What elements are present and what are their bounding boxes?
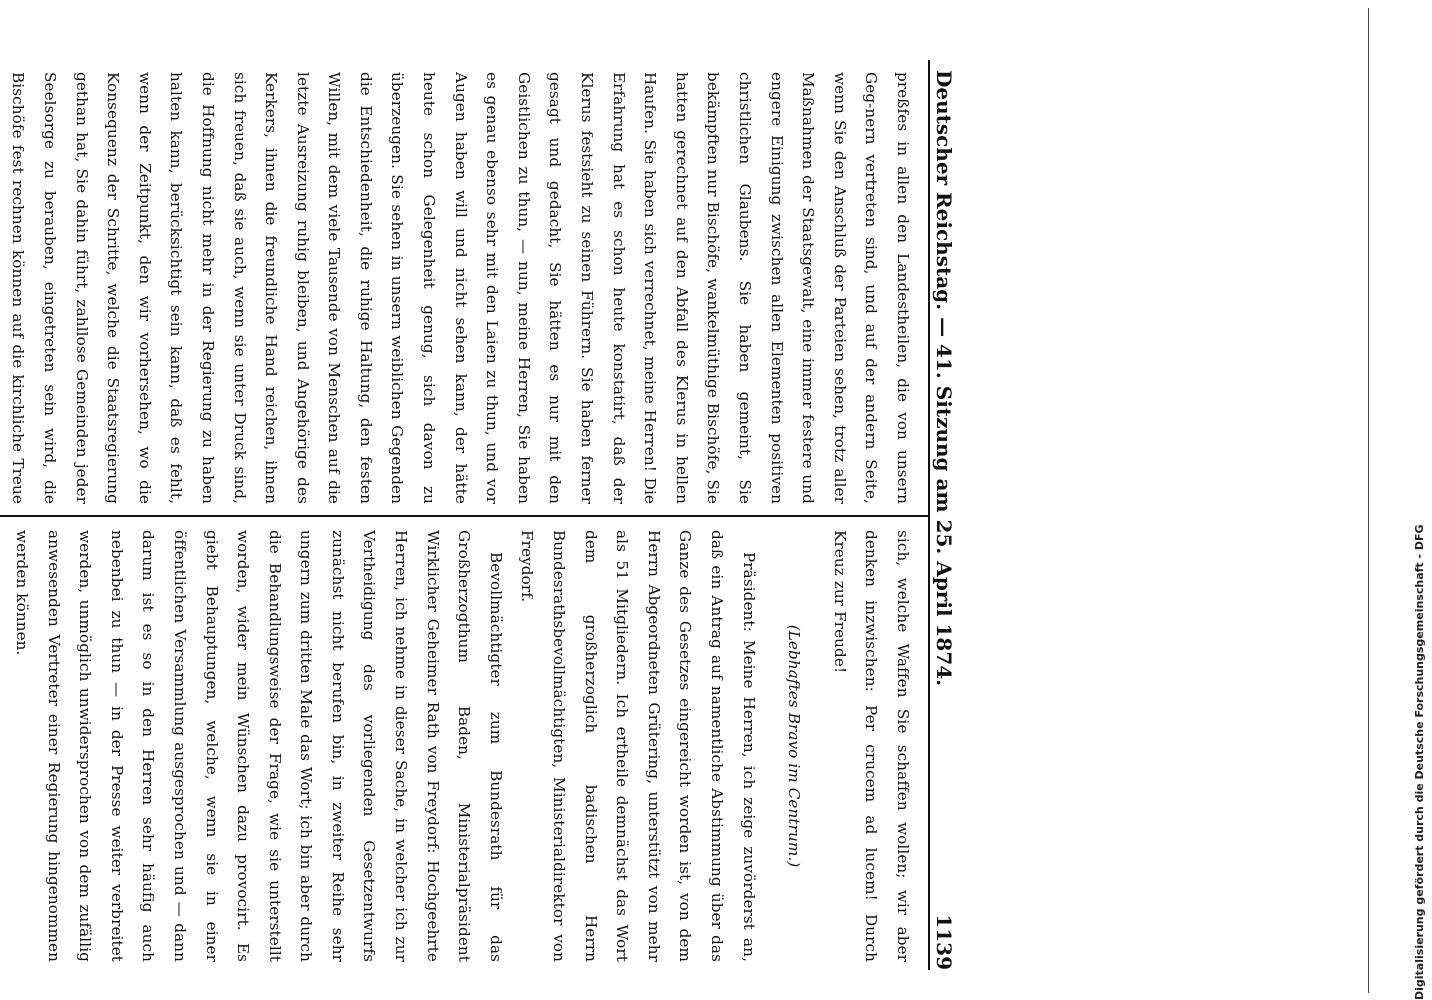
page-header	[932, 70, 972, 970]
left-column	[0, 72, 918, 504]
scan-edge	[1368, 8, 1369, 993]
paragraph: Bevollmächtigter zum Bundesrath für das Großherzogthum Baden, Ministerialpräsident Wirklicher Geheimer Rath von Freydorf: Hochgeehrte Herren, ich nehme in dieser Sache, in welcher ich zur Vertheidigung des vorliegenden Gesetzentwurfs zunächst nicht berufen bin, in zweiter Reihe sehr ungern zum dritten Male das Wort; ich bin aber durch die Behandlungsweise der Frage, wie sie unterstellt worden, wider mein Wünschen dazu provocirt. Es giebt Behauptungen, welche, wenn sie in einer öffentlichen Versammlung ausgesprochen und — dann darum ist es so in den Herren sehr häufig auch nebenbei zu thun — in der Presse weiter verbreitet werden, unmöglich unwidersprochen von dem zufällig anwesenden Vertreter einer Regierung hingenommen werden können.	[12, 530, 505, 962]
header-rule	[928, 60, 930, 970]
paragraph: Präsident: Meine Herren, ich zeige zuvörderst an, daß ein Antrag auf namentliche Abstimmung über das Ganze des Gesetzes eingereicht worden ist, von dem Herrn Abgeordneten Grütering, unterstützt von mehr als 51 Mitgliedern. Ich ertheile demnächst das Wort dem großherzoglich badischen Herrn Bundesrathsbevollmächtigten, Ministerialdirektor von Freydorf.	[518, 530, 758, 962]
header-title: Deutscher Reichstag. — 41. Sitzung am 25. April 1874.	[932, 70, 956, 687]
column-divider	[0, 515, 928, 517]
dfg-text: Digitalisierung gefördert durch die Deutsche Forschungsgemeinschaft - DFG	[1412, 524, 1426, 1000]
page-number: 1139	[932, 914, 956, 970]
paragraph	[0, 530, 5, 962]
paragraph: preßfes in allen den Landestheilen, die von unsern Geg-nern vertreten sind, und auf der andern Seite, wenn Sie den Anschluß der Parteien sehen, trotz aller Maßnahmen der Staatsgewalt, eine immer festere und engere Einigung zwischen allen Elementen positiven christlichen Glaubens. Sie haben gemeint, Sie bekämpften nur Bischöfe, wankelmüthige Bischöfe, Sie hatten gerechnet auf den Abfall des Klerus in hellen Haufen. Sie haben sich verrechnet, meine Herren! Die Erfahrung hat es schon heute konstatirt, daß der Klerus festsieht zu seinen Führern. Sie haben ferner gesagt und gedacht, Sie hätten es nur mit den Geistlichen zu thun, — nun, meine Herren, Sie haben es genau ebenso sehr mit den Laien zu thun, und vor Augen haben will und nicht sehen kann, der hätte heute schon Gelegenheit genug, sich davon zu überzeugen. Sie sehen in unsern weiblichen Gegenden die Entschiedenheit, die ruhige Haltung, den festen Willen, mit dem viele Tausende von Menschen auf die letzte Ausreizung ruhig bleiben, und Angehörige des Kerkers, ihnen die freundliche Hand reichen, ihnen sich freuen, daß sie auch, wenn sie unter Druck sind, die Hoffnung nicht mehr in der Regierung zu haben halten kann, berücksichtigt sein kann, daß es fehlt, wenn der Zeitpunkt, den wir vorhersehen, wo die Konsequenz der Schritte, welche die Staatsregierung gethan hat, Sie dahin führt, zahllose Gemeinden jeder Seelsorge zu berauben, eingetreten sein wird, die Bischöfe fest rechnen können auf die kirchliche Treue	[9, 72, 912, 504]
paragraph: sich, welche Waffen Sie schaffen wollen; wir aber denken inzwischen: Per crucem ad lucem! Durch Kreuz zur Freude!	[830, 530, 912, 962]
applause-note: (Lebhaftes Bravo im Centrum.)	[785, 624, 804, 868]
right-column	[0, 530, 918, 962]
dfg-note	[1408, 10, 1430, 1000]
